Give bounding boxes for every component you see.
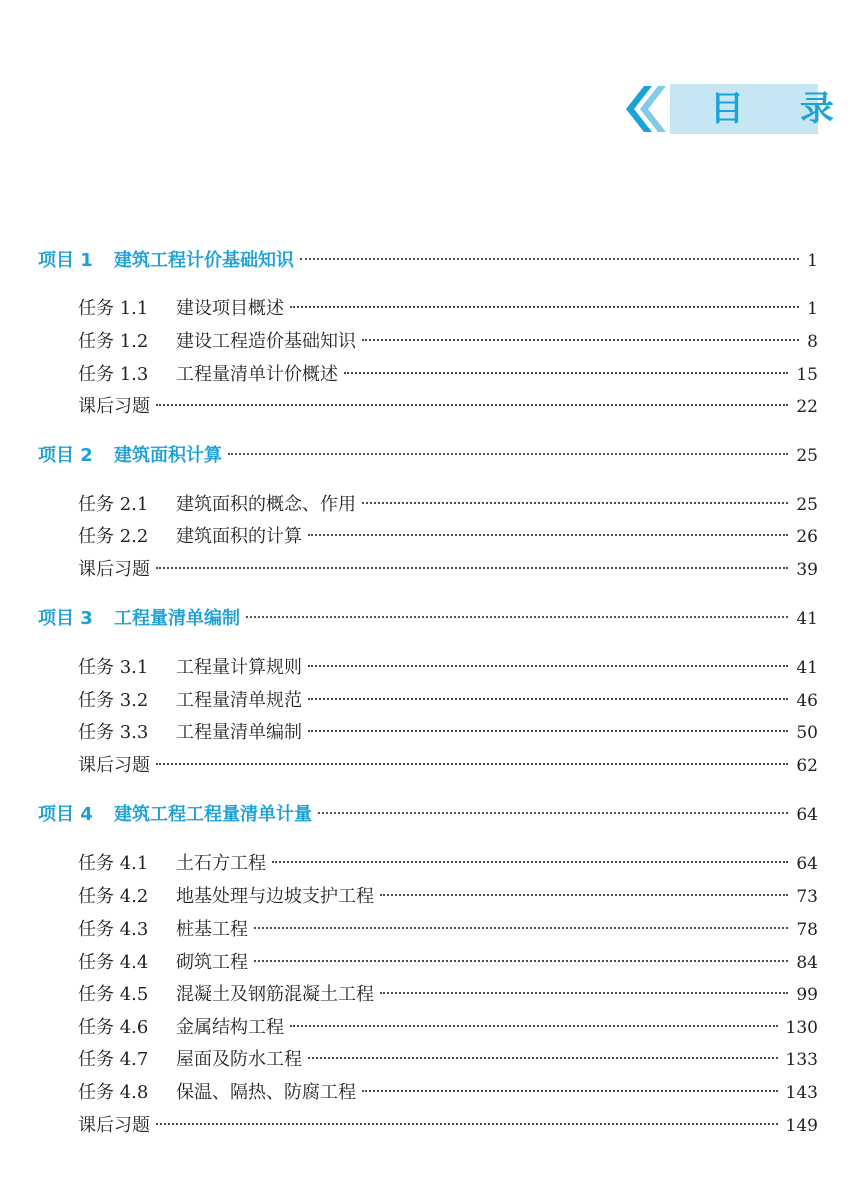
project-number: 项目 4	[38, 804, 93, 825]
task-number: 任务 2.1	[78, 494, 149, 515]
dot-leader	[246, 616, 788, 618]
toc-task[interactable]	[78, 522, 818, 552]
task-title: 保温、隔热、防腐工程	[176, 1082, 356, 1103]
page-number: 15	[796, 365, 818, 385]
dot-leader	[362, 1090, 778, 1092]
task-number: 任务 4.4	[78, 952, 149, 973]
page-title: 目 录	[710, 89, 856, 129]
page-number: 41	[796, 658, 818, 678]
task-number: 任务 4.5	[78, 984, 149, 1005]
page-number: 73	[796, 887, 818, 907]
task-title: 建筑面积的计算	[176, 526, 302, 547]
dot-leader	[308, 534, 788, 536]
page-number: 149	[785, 1116, 818, 1136]
toc-task[interactable]	[78, 490, 818, 520]
page-number: 50	[796, 723, 818, 743]
page-number: 46	[796, 691, 818, 711]
toc-exercises[interactable]	[78, 1111, 818, 1141]
dot-leader	[380, 894, 788, 896]
toc-exercises[interactable]	[78, 555, 818, 585]
page-number: 1	[807, 299, 818, 319]
task-number: 任务 1.3	[78, 364, 149, 385]
page-number: 99	[796, 985, 818, 1005]
task-title: 地基处理与边坡支护工程	[176, 886, 374, 907]
project-title: 工程量清单编制	[114, 608, 240, 629]
project-number: 项目 3	[38, 608, 93, 629]
page-number: 25	[796, 495, 818, 515]
task-title: 课后习题	[78, 755, 150, 776]
project-title: 建筑面积计算	[114, 445, 222, 466]
toc-project-1[interactable]	[38, 246, 818, 276]
project-number: 项目 2	[38, 445, 93, 466]
task-number: 任务 1.2	[78, 331, 149, 352]
project-title: 建筑工程计价基础知识	[114, 250, 294, 271]
task-title: 工程量清单计价概述	[176, 364, 338, 385]
task-number: 任务 3.1	[78, 657, 149, 678]
toc-task[interactable]	[78, 1078, 818, 1108]
page-number: 78	[796, 920, 818, 940]
task-title: 土石方工程	[176, 853, 266, 874]
task-title: 混凝土及钢筋混凝土工程	[176, 984, 374, 1005]
task-number: 任务 3.3	[78, 722, 149, 743]
dot-leader	[362, 339, 799, 341]
page-number: 62	[796, 756, 818, 776]
dot-leader	[156, 1123, 778, 1125]
toc-task[interactable]	[78, 1013, 818, 1043]
dot-leader	[156, 763, 788, 765]
toc-task[interactable]	[78, 980, 818, 1010]
page-number: 26	[796, 527, 818, 547]
page-number: 25	[796, 446, 818, 466]
dot-leader	[272, 861, 788, 863]
task-title: 建设工程造价基础知识	[176, 331, 356, 352]
task-title: 工程量计算规则	[176, 657, 302, 678]
page-number: 39	[796, 560, 818, 580]
page-number: 133	[785, 1050, 818, 1070]
toc-task[interactable]	[78, 1045, 818, 1075]
task-number: 任务 2.2	[78, 526, 149, 547]
project-number: 项目 1	[38, 250, 93, 271]
task-title: 建设项目概述	[176, 298, 284, 319]
dot-leader	[228, 453, 788, 455]
task-number: 任务 4.3	[78, 919, 149, 940]
dot-leader	[290, 306, 799, 308]
dot-leader	[254, 927, 788, 929]
dot-leader	[344, 372, 788, 374]
dot-leader	[318, 812, 788, 814]
toc-task[interactable]	[78, 915, 818, 945]
page-number: 84	[796, 953, 818, 973]
dot-leader	[300, 258, 799, 260]
task-number: 任务 4.7	[78, 1049, 149, 1070]
task-title: 金属结构工程	[176, 1017, 284, 1038]
toc-task[interactable]	[78, 327, 818, 357]
dot-leader	[254, 960, 788, 962]
task-title: 课后习题	[78, 559, 150, 580]
task-number: 任务 1.1	[78, 298, 149, 319]
toc-task[interactable]	[78, 718, 818, 748]
page-number: 64	[796, 805, 818, 825]
dot-leader	[156, 404, 788, 406]
toc-task[interactable]	[78, 686, 818, 716]
page-number: 64	[796, 854, 818, 874]
task-title: 课后习题	[78, 1115, 150, 1136]
task-title: 工程量清单编制	[176, 722, 302, 743]
dot-leader	[290, 1025, 778, 1027]
toc-exercises[interactable]	[78, 392, 818, 422]
page-number: 143	[785, 1083, 818, 1103]
dot-leader	[308, 665, 788, 667]
project-title: 建筑工程工程量清单计量	[114, 804, 312, 825]
page-number: 130	[785, 1018, 818, 1038]
toc-exercises[interactable]	[78, 751, 818, 781]
task-title: 桩基工程	[176, 919, 248, 940]
toc-task[interactable]	[78, 882, 818, 912]
task-title: 工程量清单规范	[176, 690, 302, 711]
dot-leader	[380, 992, 788, 994]
toc-project-4[interactable]	[38, 800, 818, 830]
toc-task[interactable]	[78, 948, 818, 978]
task-title: 砌筑工程	[176, 952, 248, 973]
page-number: 22	[796, 397, 818, 417]
task-title: 课后习题	[78, 396, 150, 417]
dot-leader	[308, 1057, 778, 1059]
toc-task[interactable]	[78, 849, 818, 879]
toc-task[interactable]	[78, 294, 818, 324]
task-number: 任务 4.6	[78, 1017, 149, 1038]
dot-leader	[308, 698, 788, 700]
page-number: 1	[807, 251, 818, 271]
page-number: 41	[796, 609, 818, 629]
toc-project-3[interactable]	[38, 604, 818, 634]
task-title: 建筑面积的概念、作用	[176, 494, 356, 515]
dot-leader	[308, 730, 788, 732]
dot-leader	[156, 567, 788, 569]
toc-task[interactable]	[78, 360, 818, 390]
toc-task[interactable]	[78, 653, 818, 683]
dot-leader	[362, 502, 788, 504]
task-number: 任务 4.2	[78, 886, 149, 907]
task-number: 任务 4.8	[78, 1082, 149, 1103]
task-number: 任务 3.2	[78, 690, 149, 711]
task-title: 屋面及防水工程	[176, 1049, 302, 1070]
task-number: 任务 4.1	[78, 853, 149, 874]
toc-project-2[interactable]	[38, 441, 818, 471]
page-number: 8	[807, 332, 818, 352]
